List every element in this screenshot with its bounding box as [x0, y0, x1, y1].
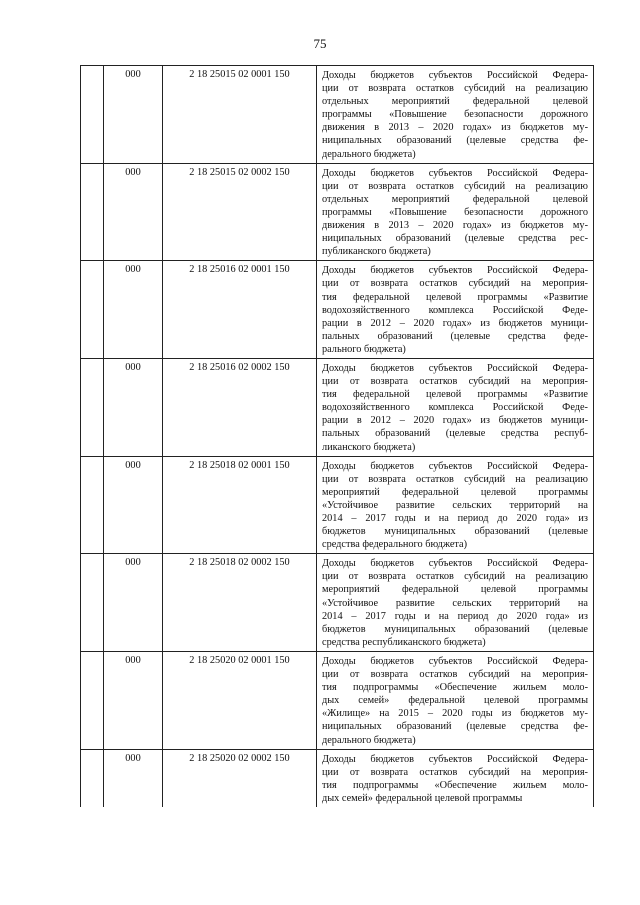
empty-cell	[81, 261, 104, 359]
description-line: ниципальных образований (целевые средства фе-	[322, 721, 588, 733]
description-line: Доходы бюджетов субъектов Российской Федера-	[322, 558, 588, 570]
income-code-cell: 2 18 25018 02 0002 150	[163, 554, 317, 652]
table-row	[81, 358, 594, 456]
income-description-cell	[317, 261, 594, 359]
description-line: ции от возврата остатков субсидий на мероприя-	[322, 376, 588, 388]
table-row	[81, 163, 594, 261]
admin-code-cell: 000	[104, 163, 163, 261]
description-line: программы «Повышение безопасности дорожного	[322, 206, 588, 218]
table-row	[81, 749, 594, 807]
description-line: водохозяйственного комплекса Российской Феде-	[322, 402, 588, 414]
admin-code-cell: 000	[104, 749, 163, 807]
description-line: ции от возврата остатков субсидий на реализацию	[322, 571, 588, 583]
description-line: дых семей» федеральной целевой программы	[322, 792, 523, 804]
income-code-cell: 2 18 25015 02 0001 150	[163, 66, 317, 164]
table-row	[81, 66, 594, 164]
table-row	[81, 456, 594, 554]
income-code-cell: 2 18 25016 02 0002 150	[163, 358, 317, 456]
description-line: Доходы бюджетов субъектов Российской Федера-	[322, 362, 588, 374]
description-line: «Устойчивое развитие сельских территорий на	[322, 499, 588, 511]
description-line: бюджетов муниципальных образований (целевые	[322, 526, 588, 538]
empty-cell	[81, 163, 104, 261]
description-line: «Жилище» на 2015 – 2020 годы из бюджетов му-	[322, 708, 588, 720]
description-line: Доходы бюджетов субъектов Российской Федера-	[322, 70, 588, 81]
description-line: ции от возврата остатков субсидий на мероприя-	[322, 766, 588, 778]
income-code-cell: 2 18 25020 02 0001 150	[163, 651, 317, 749]
description-line: отдельных мероприятий федеральной целевой	[322, 193, 588, 205]
description-line: 2014 – 2017 годы и на период до 2020 года» из	[322, 610, 588, 622]
description-line: ликанского бюджета)	[322, 441, 416, 453]
table-row	[81, 261, 594, 359]
description-line: ции от возврата остатков субсидий на мероприя-	[322, 278, 588, 290]
description-line: тия подпрограммы «Обеспечение жильем моло-	[322, 779, 588, 791]
description-line: Доходы бюджетов субъектов Российской Федера-	[322, 655, 588, 667]
description-line: средства республиканского бюджета)	[322, 636, 486, 648]
admin-code-cell: 000	[104, 261, 163, 359]
description-line: рации в 2012 – 2020 годах» из бюджетов муници-	[322, 317, 588, 329]
description-line: 2014 – 2017 годы и на период до 2020 года» из	[322, 513, 588, 524]
description-line: отдельных мероприятий федеральной целевой	[322, 96, 588, 108]
description-line: тия федеральной целевой программы «Развитие	[322, 389, 588, 401]
description-line: Доходы бюджетов субъектов Российской Федера-	[322, 753, 588, 765]
description-line: мероприятий федеральной целевой программы	[322, 486, 588, 498]
description-line: ции от возврата остатков субсидий на реализацию	[322, 83, 588, 95]
description-line: пальных образований (целевые средства феде-	[322, 330, 588, 342]
income-description-cell	[317, 554, 594, 652]
admin-code-cell: 000	[104, 66, 163, 164]
income-code-cell: 2 18 25020 02 0002 150	[163, 749, 317, 807]
table-row	[81, 651, 594, 749]
description-line: средства федерального бюджета)	[322, 539, 468, 551]
income-code-cell: 2 18 25016 02 0001 150	[163, 261, 317, 359]
description-line: водохозяйственного комплекса Российской Феде-	[322, 304, 588, 316]
description-line: «Устойчивое развитие сельских территорий на	[322, 597, 588, 609]
table-row	[81, 554, 594, 652]
description-line: движения в 2013 – 2020 годах» из бюджетов му-	[322, 122, 588, 134]
admin-code-cell: 000	[104, 554, 163, 652]
description-line: Доходы бюджетов субъектов Российской Федера-	[322, 460, 588, 472]
description-line: пальных образований (целевые средства респуб-	[322, 428, 588, 440]
description-line: движения в 2013 – 2020 годах» из бюджетов му-	[322, 220, 588, 232]
description-line: публиканского бюджета)	[322, 246, 431, 258]
budget-income-table	[80, 65, 594, 807]
description-line: тия федеральной целевой программы «Развитие	[322, 291, 588, 303]
description-line: мероприятий федеральной целевой программы	[322, 584, 588, 596]
description-line: бюджетов муниципальных образований (целевые	[322, 623, 588, 635]
income-description-cell	[317, 651, 594, 749]
empty-cell	[81, 554, 104, 652]
description-line: тия подпрограммы «Обеспечение жильем моло-	[322, 682, 588, 694]
description-line: ниципальных образований (целевые средства фе-	[322, 135, 588, 147]
description-line: ции от возврата остатков субсидий на мероприя-	[322, 669, 588, 681]
empty-cell	[81, 358, 104, 456]
admin-code-cell: 000	[104, 456, 163, 554]
empty-cell	[81, 456, 104, 554]
empty-cell	[81, 66, 104, 164]
page-number: 75	[313, 36, 327, 51]
description-line: ции от возврата остатков субсидий на реализацию	[322, 180, 588, 192]
income-code-cell: 2 18 25018 02 0001 150	[163, 456, 317, 554]
empty-cell	[81, 651, 104, 749]
income-description-cell	[317, 66, 594, 164]
description-line: дерального бюджета)	[322, 734, 416, 746]
table-body	[81, 66, 594, 807]
admin-code-cell: 000	[104, 651, 163, 749]
income-code-cell: 2 18 25015 02 0002 150	[163, 163, 317, 261]
description-line: рации в 2012 – 2020 годах» из бюджетов муници-	[322, 415, 588, 427]
description-line: Доходы бюджетов субъектов Российской Федера-	[322, 265, 588, 277]
description-line: дерального бюджета)	[322, 148, 416, 160]
admin-code-cell: 000	[104, 358, 163, 456]
description-line: ниципальных образований (целевые средства рес-	[322, 233, 588, 245]
description-line: ции от возврата остатков субсидий на реализацию	[322, 473, 588, 485]
empty-cell	[81, 749, 104, 807]
income-description-cell	[317, 163, 594, 261]
description-line: рального бюджета)	[322, 343, 406, 355]
description-line: Доходы бюджетов субъектов Российской Федера-	[322, 167, 588, 179]
income-description-cell	[317, 749, 594, 807]
income-description-cell	[317, 456, 594, 554]
income-description-cell	[317, 358, 594, 456]
description-line: программы «Повышение безопасности дорожного	[322, 109, 588, 121]
description-line: дых семей» федеральной целевой программы	[322, 695, 588, 707]
